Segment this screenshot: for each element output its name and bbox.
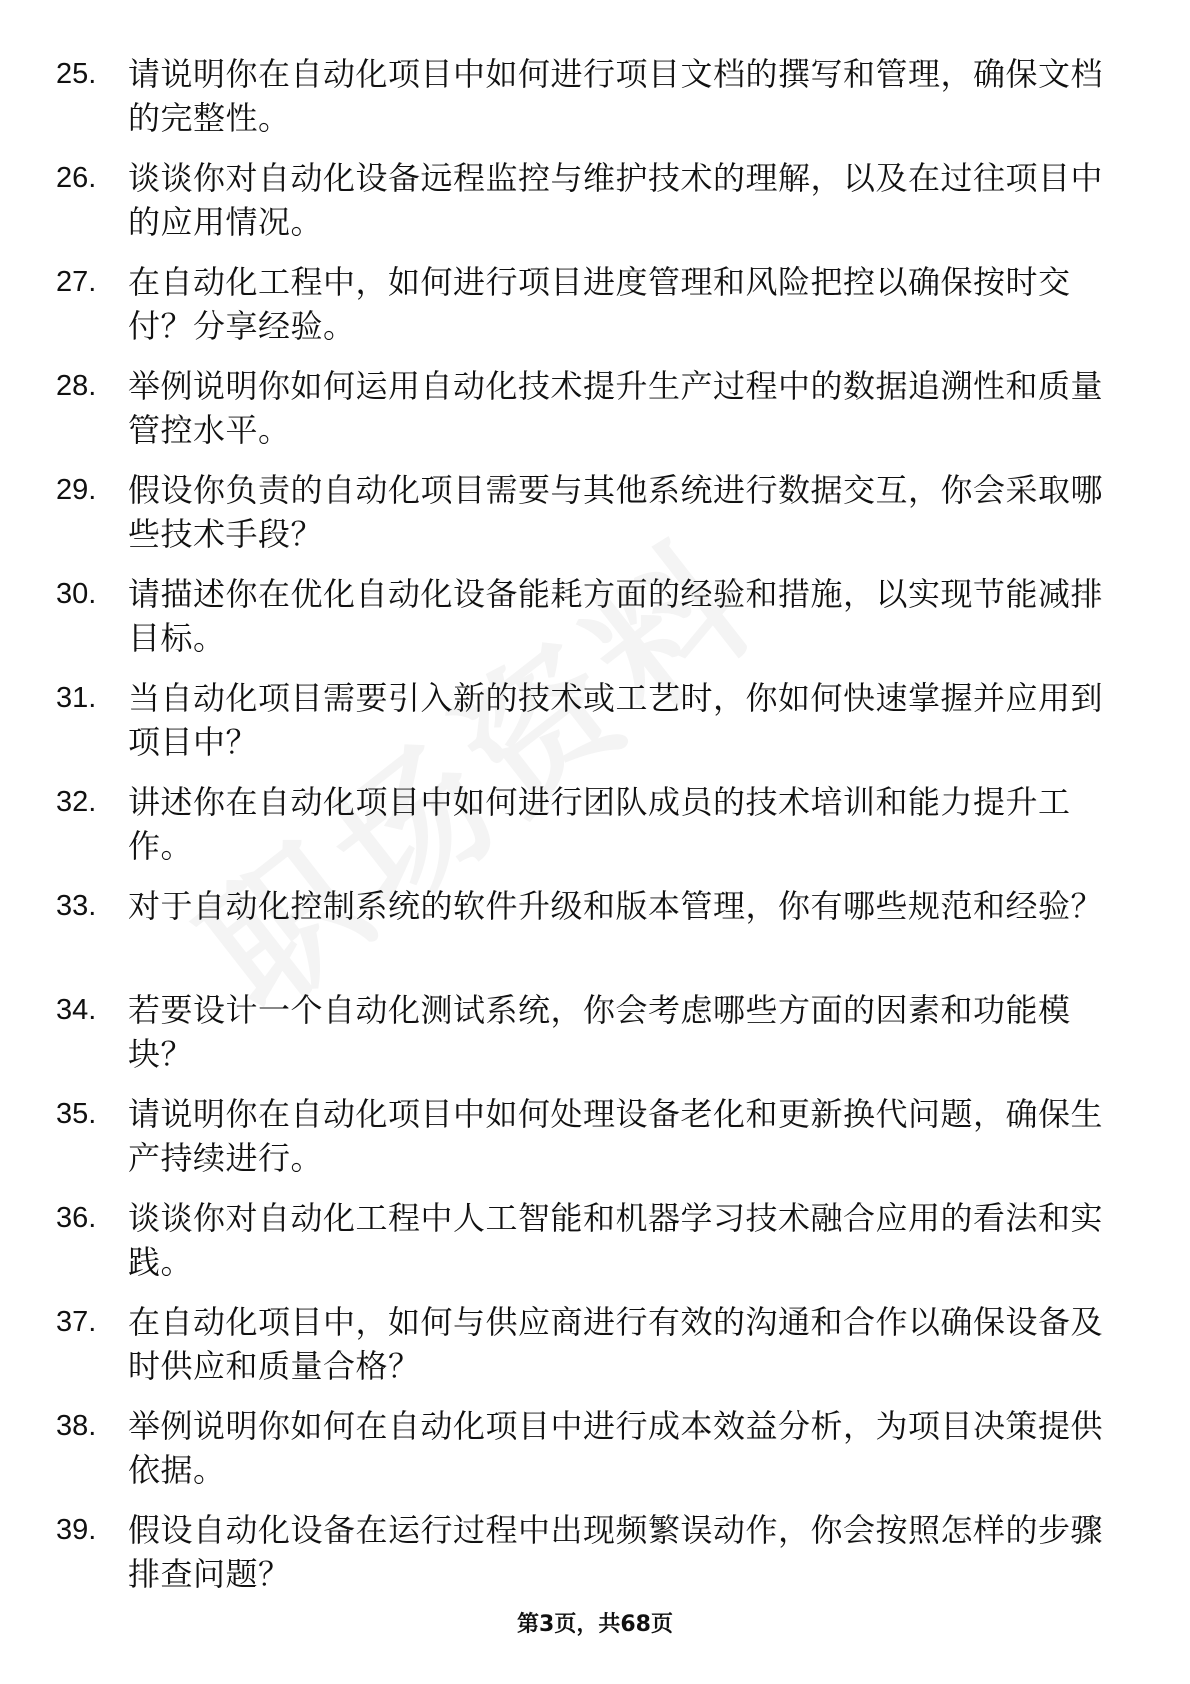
question-number: 33. xyxy=(56,890,97,922)
list-item xyxy=(0,988,1190,1092)
question-number: 32. xyxy=(56,786,97,818)
question-text: 假设你负责的自动化项目需要与其他系统进行数据交互，你会采取哪些技术手段？ xyxy=(128,471,1104,553)
list-item xyxy=(0,1092,1190,1196)
question-number: 38. xyxy=(56,1410,97,1442)
question-number: 37. xyxy=(56,1306,97,1338)
question-text: 举例说明你如何在自动化项目中进行成本效益分析，为项目决策提供依据。 xyxy=(128,1407,1104,1489)
question-number: 34. xyxy=(56,994,97,1026)
list-item xyxy=(0,676,1190,780)
question-text: 请说明你在自动化项目中如何处理设备老化和更新换代问题，确保生产持续进行。 xyxy=(128,1095,1104,1177)
page-number: 第3页，共68页 xyxy=(517,1612,673,1637)
question-number: 36. xyxy=(56,1202,97,1234)
question-number: 26. xyxy=(56,162,97,194)
question-text: 当自动化项目需要引入新的技术或工艺时，你如何快速掌握并应用到项目中？ xyxy=(128,679,1104,761)
question-text: 若要设计一个自动化测试系统，你会考虑哪些方面的因素和功能模块？ xyxy=(128,991,1071,1073)
list-item xyxy=(0,364,1190,468)
question-text: 谈谈你对自动化工程中人工智能和机器学习技术融合应用的看法和实践。 xyxy=(128,1199,1104,1281)
question-list xyxy=(0,52,1190,1612)
list-item xyxy=(0,1196,1190,1300)
list-item xyxy=(0,780,1190,884)
question-text: 在自动化项目中，如何与供应商进行有效的沟通和合作以确保设备及时供应和质量合格？ xyxy=(128,1303,1104,1385)
question-text: 谈谈你对自动化设备远程监控与维护技术的理解，以及在过往项目中的应用情况。 xyxy=(128,159,1104,241)
list-item xyxy=(0,1404,1190,1508)
question-text: 在自动化工程中，如何进行项目进度管理和风险把控以确保按时交付？分享经验。 xyxy=(128,263,1071,345)
list-item xyxy=(0,1300,1190,1404)
list-item xyxy=(0,260,1190,364)
question-number: 30. xyxy=(56,578,97,610)
list-item xyxy=(0,52,1190,156)
question-text: 讲述你在自动化项目中如何进行团队成员的技术培训和能力提升工作。 xyxy=(128,783,1071,865)
question-number: 31. xyxy=(56,682,97,714)
question-number: 29. xyxy=(56,474,97,506)
list-item xyxy=(0,884,1190,988)
question-text: 请说明你在自动化项目中如何进行项目文档的撰写和管理，确保文档的完整性。 xyxy=(128,55,1104,137)
list-item xyxy=(0,156,1190,260)
question-text: 对于自动化控制系统的软件升级和版本管理，你有哪些规范和经验？ xyxy=(128,887,1104,925)
question-number: 35. xyxy=(56,1098,97,1130)
list-item xyxy=(0,468,1190,572)
question-text: 假设自动化设备在运行过程中出现频繁误动作，你会按照怎样的步骤排查问题？ xyxy=(128,1511,1104,1593)
question-text: 请描述你在优化自动化设备能耗方面的经验和措施，以实现节能减排目标。 xyxy=(128,575,1104,657)
question-number: 39. xyxy=(56,1514,97,1546)
question-text: 举例说明你如何运用自动化技术提升生产过程中的数据追溯性和质量管控水平。 xyxy=(128,367,1104,449)
list-item xyxy=(0,572,1190,676)
list-item xyxy=(0,1508,1190,1612)
question-number: 25. xyxy=(56,58,97,90)
question-number: 28. xyxy=(56,370,97,402)
question-number: 27. xyxy=(56,266,97,298)
